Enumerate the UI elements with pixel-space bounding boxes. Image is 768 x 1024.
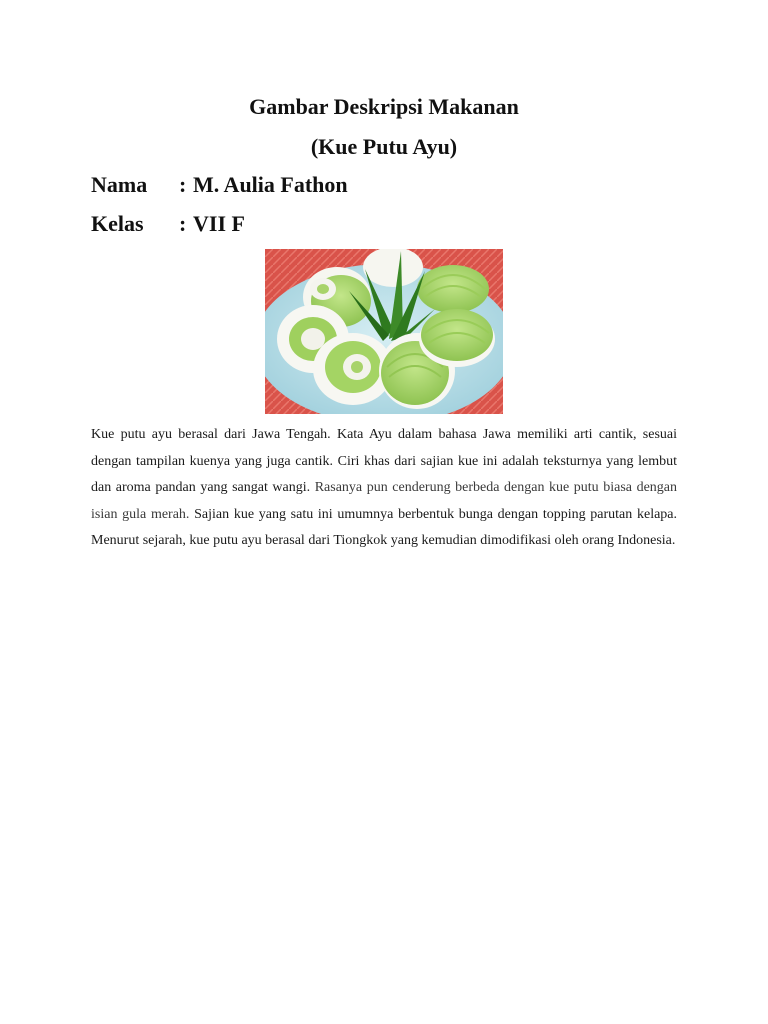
sentence-1: Kue putu ayu berasal dari Jawa Tengah. xyxy=(91,427,331,442)
name-separator: : xyxy=(179,172,187,197)
class-label: Kelas xyxy=(91,211,144,236)
name-row xyxy=(91,171,348,199)
class-row xyxy=(91,210,245,238)
sentence-6: Menurut sejarah, kue putu ayu berasal dari Tiongkok yang kemudian dimodifikasi oleh orang Indonesia. xyxy=(91,533,676,549)
sentence-4: Rasanya pun cenderung berbeda dengan kue putu biasa dengan isian gula merah. xyxy=(91,480,677,522)
cake-top-right xyxy=(417,265,489,313)
name-value: M. Aulia Fathon xyxy=(193,172,348,197)
sentence-5: Sajian kue yang satu ini umumnya berbentuk bunga dengan topping parutan kelapa. xyxy=(194,506,678,522)
photo-illustration xyxy=(265,249,503,414)
class-separator: : xyxy=(179,211,187,236)
sentence-3: Ciri khas dari sajian kue ini adalah teksturnya yang lembut dan aroma pandan yang sangat wangi. xyxy=(91,453,677,496)
cake-right xyxy=(419,309,495,367)
name-label: Nama xyxy=(91,172,148,197)
sentence-2: Kata Ayu dalam bahasa Jawa memiliki arti cantik, sesuai dengan tampilan kuenya yang juga cantik. xyxy=(91,427,678,469)
kue-putu-ayu-photo xyxy=(265,249,503,414)
document-title: Gambar Deskripsi Makanan xyxy=(249,94,519,119)
description-paragraph xyxy=(91,422,677,555)
class-value: VII F xyxy=(193,211,245,236)
document-subtitle: (Kue Putu Ayu) xyxy=(310,134,458,159)
